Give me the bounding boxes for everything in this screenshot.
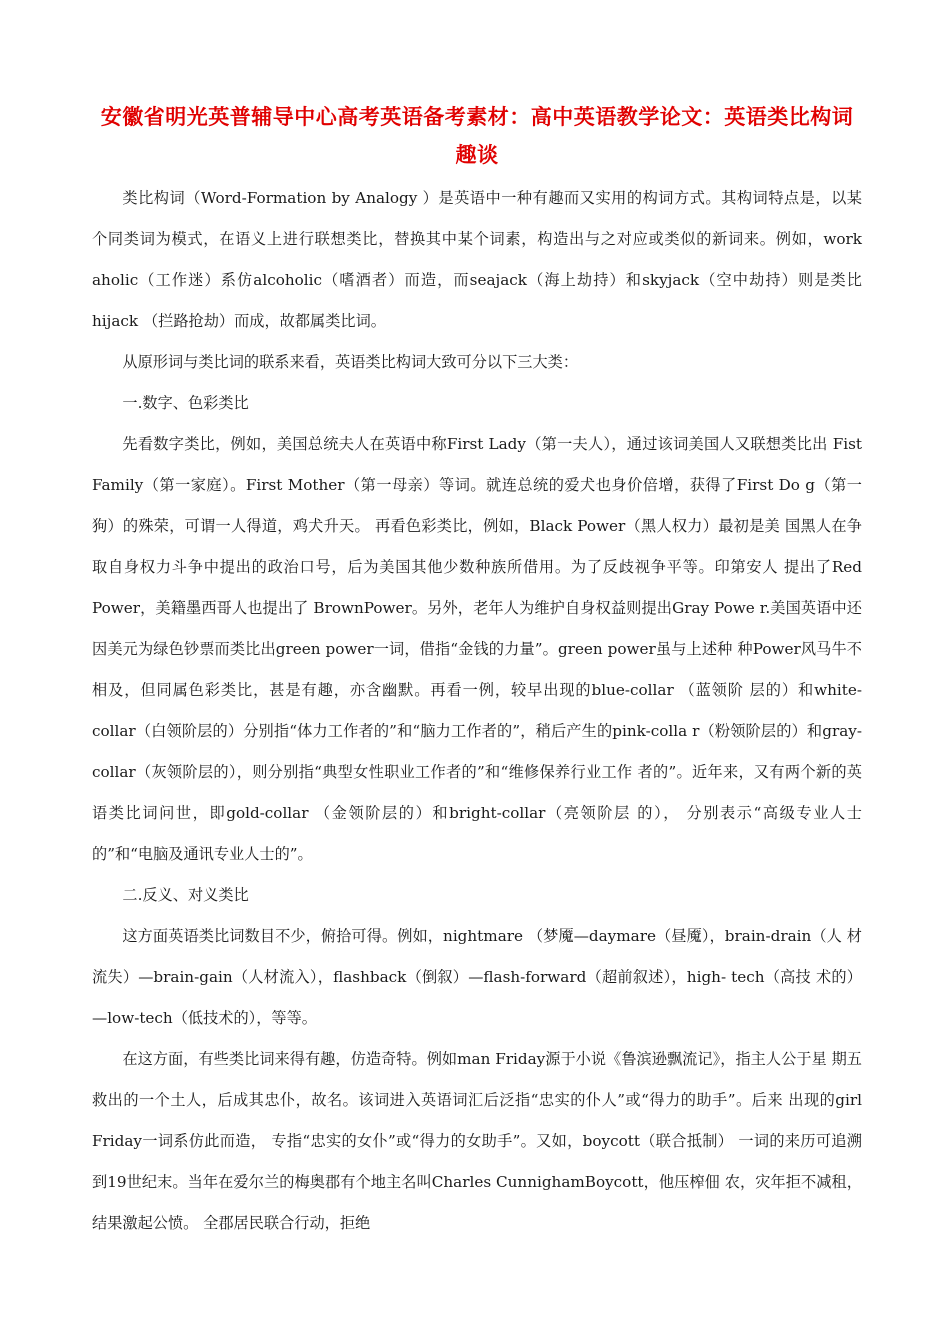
paragraph-intro: 类比构词（Word-Formation by Analogy ）是英语中一种有趣而又实用的构词方式。其构词特点是，以某 个同类词为模式，在语义上进行联想类比，替换其中某个词素，构造出与之对应或类似的新词来。例如，work aholic（工作迷）系仿alcoholic（嗜酒者）而造，而seajack（海上劫持）和skyjack（空中劫持）则是类比hijack （拦路抢劫）而成，故都属类比词。 <box>92 189 862 330</box>
section-heading-1: 一.数字、色彩类比 <box>122 394 249 412</box>
paragraph-number-color: 先看数字类比，例如，美国总统夫人在英语中称First Lady（第一夫人），通过该词美国人又联想类比出 Fist Family（第一家庭）。First Mother（第一母亲）等词。就连总统的爱犬也身价倍增，获得了First Do g（第一狗）的殊荣，可谓一人得道，鸡犬升天。 再看色彩类比，例如，Black Power（黑人权力）最初是美 国黑人在争取自身权力斗争中提出的政治口号，后为美国其他少数种族所借用。为了反歧视争平等。印第安人 提出了Red Power，美籍墨西哥人也提出了 BrownPower。另外，老年人为维护自身权益则提出Gray Powe r.美国英语中还因美元为绿色钞票而类比出green power一词，借指“金钱的力量”。green power虽与上述种 种Power风马牛不相及，但同属色彩类比，甚是有趣，亦含幽默。再看一例，较早出现的blue-collar （蓝领阶 层的）和white-collar（白领阶层的）分别指“体力工作者的”和“脑力工作者的”，稍后产生的pink-colla r（粉领阶层的）和gray-collar（灰领阶层的），则分别指“典型女性职业工作者的”和“维修保养行业工作 者的”。近年来，又有两个新的英语类比词问世，即gold-collar （金领阶层的）和bright-collar（亮领阶层 的）， 分别表示“高级专业人士的”和“电脑及通讯专业人士的”。 <box>92 435 862 863</box>
paragraph-categories: 从原形词与类比词的联系来看，英语类比构词大致可分以下三大类： <box>122 353 579 371</box>
paragraph-friday: 在这方面，有些类比词来得有趣，仿造奇特。例如man Friday源于小说《鲁滨逊飘流记》，指主人公于星 期五救出的一个土人，后成其忠仆，故名。该词进入英语词汇后泛指“忠实的仆人”或“得力的助手”。后来 出现的girl Friday一词系仿此而造， 专指“忠实的女仆”或“得力的女助手”。又如，boycott（联合抵制） 一词的来历可追溯到19世纪末。当年在爱尔兰的梅奥郡有个地主名叫Charles CunnighamBoycott，他压榨佃 农，灾年拒不减租，结果激起公愤。 全郡居民联合行动，拒绝 <box>92 1050 862 1232</box>
paragraph-antonym: 这方面英语类比词数目不少，俯拾可得。例如，nightmare （梦魇—daymare（昼魇），brain-drain（人 材流失）—brain-gain（人材流入），flashback（倒叙）—flash-forward（超前叙述），high- tech（高技 术的）—low-tech（低技术的），等等。 <box>92 927 862 1027</box>
document-title: 安徽省明光英普辅导中心高考英语备考素材：高中英语教学论文：英语类比构词趣谈 <box>100 105 854 167</box>
section-heading-2: 二.反义、对义类比 <box>122 886 249 904</box>
